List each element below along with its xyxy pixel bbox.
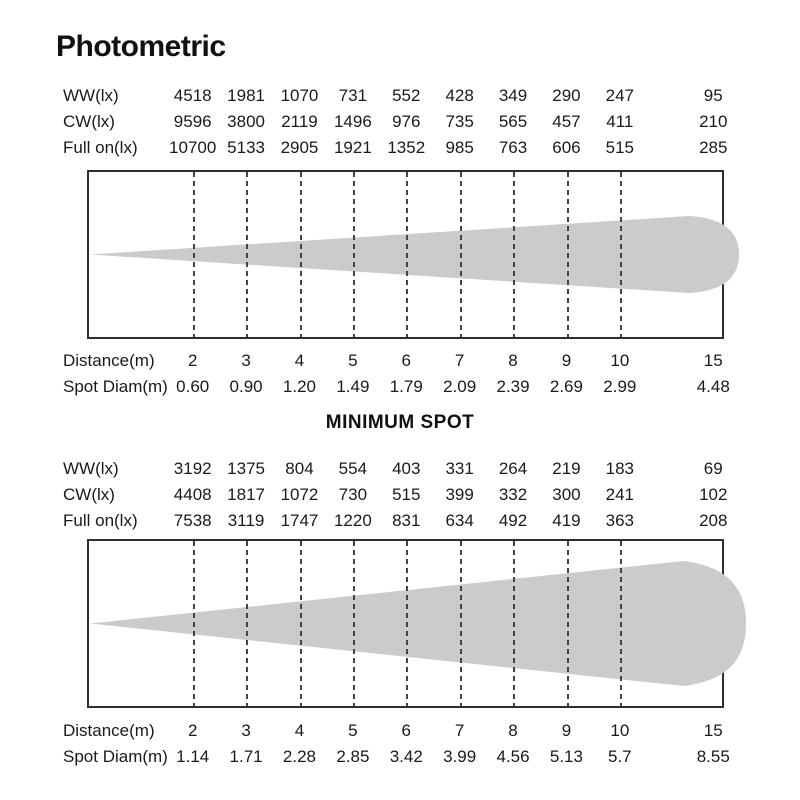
illuminance-row-value: 264 — [498, 459, 528, 478]
distance-row-value: 5 — [348, 351, 358, 370]
illuminance-row-label: Full on(lx) — [63, 511, 138, 530]
maximum-distance-table — [56, 348, 780, 400]
distance-gridline — [620, 172, 622, 337]
illuminance-row-label: CW(lx) — [63, 485, 115, 504]
spot-diam-row-value: 1.14 — [176, 747, 210, 766]
distance-row-value: 7 — [454, 351, 465, 370]
distance-gridline — [300, 172, 302, 337]
distance-gridline — [406, 541, 408, 706]
illuminance-row-value: 1747 — [280, 511, 319, 530]
spot-diam-row-value: 2.99 — [603, 377, 637, 396]
illuminance-row-label: WW(lx) — [63, 86, 119, 105]
spot-diam-row-value: 2.39 — [496, 377, 530, 396]
illuminance-row-value: 210 — [699, 112, 728, 131]
distance-row-value: 10 — [610, 351, 630, 370]
distance-gridline — [300, 541, 302, 706]
beam-diagram-maximum — [87, 170, 724, 339]
illuminance-row-value: 411 — [606, 112, 634, 131]
illuminance-row-value: 3192 — [173, 459, 212, 478]
spot-diam-row-value: 5.13 — [549, 747, 583, 766]
illuminance-row-value: 730 — [338, 485, 368, 504]
distance-row-value: 3 — [241, 351, 251, 370]
illuminance-row-value: 9596 — [173, 112, 212, 131]
illuminance-row-value: 1070 — [280, 86, 319, 105]
illuminance-row-value: 102 — [699, 485, 728, 504]
beam-diagram-minimum — [87, 539, 724, 708]
distance-row-value: 3 — [241, 721, 251, 740]
distance-row-value: 8 — [508, 721, 518, 740]
illuminance-row-value: 300 — [552, 485, 581, 504]
distance-gridline — [193, 172, 195, 337]
distance-row-value: 2 — [187, 721, 198, 740]
spot-diam-row-value: 4.48 — [696, 377, 730, 396]
illuminance-row-label: Full on(lx) — [63, 138, 138, 157]
spot-diam-row-value: 1.71 — [229, 747, 263, 766]
spot-diam-row-value: 1.20 — [282, 377, 317, 396]
illuminance-row-value: 492 — [498, 511, 528, 530]
beam-cone-maximum — [89, 172, 769, 337]
spot-diam-row-value: 0.60 — [176, 377, 210, 396]
distance-row-value: 5 — [348, 721, 358, 740]
illuminance-row-value: 183 — [605, 459, 634, 478]
distance-row-value: 6 — [401, 721, 411, 740]
illuminance-row-value: 3119 — [227, 511, 265, 530]
illuminance-row-value: 208 — [699, 511, 728, 530]
illuminance-row-value: 2119 — [281, 112, 318, 131]
distance-row-value: 4 — [294, 721, 305, 740]
distance-row-label: Distance(m) — [63, 721, 155, 740]
distance-gridline — [513, 541, 515, 706]
illuminance-row-value: 1496 — [333, 112, 372, 131]
spot-diam-row-value: 2.28 — [282, 747, 317, 766]
page-title: Photometric — [56, 30, 226, 63]
spot-diam-row-value: 2.09 — [443, 377, 477, 396]
illuminance-row-value: 763 — [498, 138, 528, 157]
illuminance-row-value: 290 — [552, 86, 581, 105]
minimum-illuminance-table — [56, 456, 780, 534]
distance-row-value: 9 — [561, 721, 572, 740]
distance-gridline — [406, 172, 408, 337]
spot-diam-row-value: 1.79 — [389, 377, 423, 396]
distance-gridline — [460, 172, 462, 337]
illuminance-row-value: 735 — [445, 112, 474, 131]
distance-row-value: 4 — [294, 351, 305, 370]
spot-diam-row-value: 4.56 — [496, 747, 530, 766]
distance-gridline — [513, 172, 515, 337]
distance-row-value: 15 — [703, 351, 723, 370]
illuminance-row-value: 363 — [605, 511, 634, 530]
distance-gridline — [246, 172, 248, 337]
illuminance-row-value: 3800 — [227, 112, 265, 131]
illuminance-row-value: 731 — [338, 86, 368, 105]
distance-row-value: 15 — [703, 721, 723, 740]
beam-cone-minimum — [89, 541, 769, 706]
illuminance-row-value: 399 — [445, 485, 474, 504]
spot-diam-row-value: 8.55 — [696, 747, 730, 766]
spot-diam-row-value: 3.99 — [443, 747, 477, 766]
spot-diam-row-value: 5.7 — [608, 747, 632, 766]
illuminance-row-value: 515 — [392, 485, 421, 504]
minimum-spot-title: MINIMUM SPOT — [325, 412, 475, 433]
illuminance-row-value: 219 — [552, 459, 581, 478]
distance-row-value: 10 — [610, 721, 630, 740]
illuminance-row-label: CW(lx) — [63, 112, 115, 131]
illuminance-row-value: 831 — [392, 511, 421, 530]
illuminance-row-value: 457 — [552, 112, 581, 131]
illuminance-row-value: 976 — [392, 112, 421, 131]
distance-row-value: 6 — [401, 351, 411, 370]
spot-diam-row-value: 3.42 — [389, 747, 423, 766]
illuminance-row-value: 1817 — [227, 485, 265, 504]
distance-row-value: 7 — [454, 721, 465, 740]
distance-gridline — [567, 541, 569, 706]
spot-diam-row-value: 0.90 — [229, 377, 263, 396]
minimum-distance-table — [56, 718, 780, 770]
illuminance-row-value: 95 — [703, 86, 723, 105]
distance-gridline — [620, 541, 622, 706]
illuminance-row-value: 419 — [552, 511, 581, 530]
illuminance-row-value: 4518 — [173, 86, 212, 105]
illuminance-row-value: 554 — [338, 459, 368, 478]
beam-cone-shape — [90, 216, 739, 293]
illuminance-row-value: 1375 — [227, 459, 265, 478]
distance-gridline — [567, 172, 569, 337]
distance-row-value: 8 — [508, 351, 518, 370]
illuminance-row-value: 5133 — [227, 138, 265, 157]
distance-row-value: 9 — [561, 351, 572, 370]
illuminance-row-value: 4408 — [173, 485, 212, 504]
illuminance-row-value: 552 — [392, 86, 421, 105]
illuminance-row-value: 634 — [445, 511, 474, 530]
illuminance-row-value: 804 — [285, 459, 314, 478]
beam-cone-shape — [90, 561, 746, 686]
spot-diam-row-label: Spot Diam(m) — [63, 377, 168, 396]
illuminance-row-value: 606 — [552, 138, 581, 157]
illuminance-row-value: 985 — [445, 138, 474, 157]
illuminance-row-value: 1921 — [333, 138, 372, 157]
illuminance-row-value: 285 — [699, 138, 728, 157]
distance-gridline — [246, 541, 248, 706]
illuminance-row-value: 515 — [605, 138, 634, 157]
illuminance-row-value: 565 — [498, 112, 528, 131]
spot-diam-row-value: 2.85 — [336, 747, 370, 766]
illuminance-row-value: 247 — [605, 86, 634, 105]
spot-diam-row-value: 1.49 — [336, 377, 370, 396]
illuminance-row-value: 332 — [498, 485, 528, 504]
illuminance-row-value: 403 — [392, 459, 421, 478]
illuminance-row-value: 10700 — [169, 138, 217, 157]
illuminance-row-value: 428 — [445, 86, 474, 105]
distance-gridline — [353, 172, 355, 337]
illuminance-row-value: 241 — [605, 485, 634, 504]
illuminance-row-value: 349 — [498, 86, 528, 105]
illuminance-row-value: 1072 — [280, 485, 319, 504]
distance-gridline — [193, 541, 195, 706]
illuminance-row-label: WW(lx) — [63, 459, 119, 478]
maximum-illuminance-table — [56, 83, 780, 161]
illuminance-row-value: 1352 — [387, 138, 426, 157]
illuminance-row-value: 1220 — [333, 511, 372, 530]
distance-gridline — [460, 541, 462, 706]
spot-diam-row-value: 2.69 — [549, 377, 583, 396]
illuminance-row-value: 7538 — [173, 511, 212, 530]
illuminance-row-value: 69 — [703, 459, 723, 478]
illuminance-row-value: 1981 — [227, 86, 265, 105]
illuminance-row-value: 2905 — [280, 138, 319, 157]
illuminance-row-value: 331 — [445, 459, 474, 478]
distance-gridline — [353, 541, 355, 706]
distance-row-value: 2 — [187, 351, 198, 370]
spot-diam-row-label: Spot Diam(m) — [63, 747, 168, 766]
distance-row-label: Distance(m) — [63, 351, 155, 370]
